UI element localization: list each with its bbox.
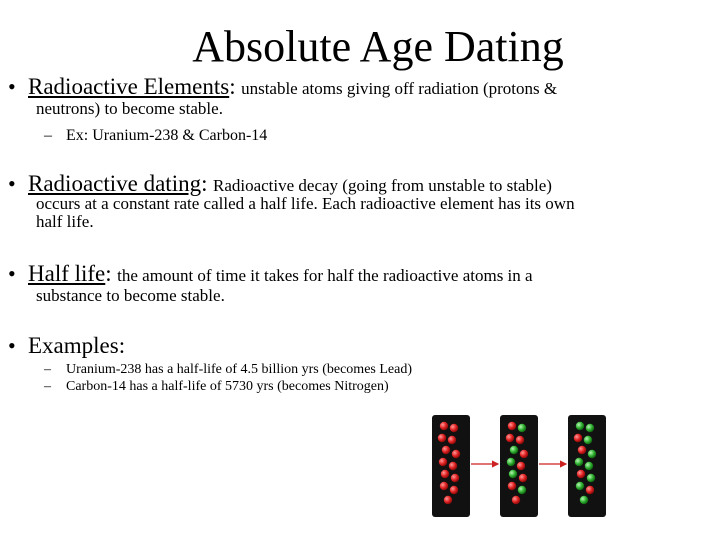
unstable-atom (448, 436, 456, 444)
bullet-half-life (8, 261, 533, 289)
sub-item-text: Carbon-14 has a half-life of 5730 yrs (becomes Nitrogen) (66, 379, 389, 394)
unstable-atom (441, 470, 449, 478)
sub-item (44, 378, 389, 396)
unstable-atom (574, 434, 582, 442)
term-label: Radioactive dating: (28, 171, 208, 196)
slide-title: Absolute Age Dating (192, 22, 564, 71)
bullet-glyph: • (8, 74, 16, 99)
unstable-atom (449, 462, 457, 470)
unstable-atom (450, 486, 458, 494)
definition-continuation: neutrons) to become stable. (36, 99, 223, 118)
unstable-atom (440, 422, 448, 430)
unstable-atom (517, 462, 525, 470)
stable-atom (576, 482, 584, 490)
unstable-atom (516, 436, 524, 444)
unstable-atom (506, 434, 514, 442)
sub-item-text: Ex: Uranium-238 & Carbon-14 (66, 127, 268, 144)
sub-item-text: Uranium-238 has a half-life of 4.5 billion yrs (becomes Lead) (66, 362, 413, 377)
stable-atom (586, 424, 594, 432)
unstable-atom (508, 482, 516, 490)
unstable-atom (438, 434, 446, 442)
stable-atom (576, 422, 584, 430)
bullet-glyph: • (8, 261, 16, 286)
term-definition: the amount of time it takes for half the radioactive atoms in a (117, 266, 533, 285)
sub-item (44, 361, 412, 379)
unstable-atom (519, 474, 527, 482)
bullet-glyph: • (8, 171, 16, 196)
unstable-atom (578, 446, 586, 454)
dash-glyph: – (44, 362, 51, 377)
stable-atom (585, 462, 593, 470)
term-definition: Radioactive decay (going from unstable to stable) (212, 176, 552, 195)
bullet-examples (8, 333, 125, 359)
stable-atom (580, 496, 588, 504)
unstable-atom (442, 446, 450, 454)
unstable-atom (451, 474, 459, 482)
term-label: Examples: (28, 333, 126, 358)
definition-continuation: substance to become stable. (36, 286, 225, 305)
stable-atom (587, 474, 595, 482)
stable-atom (509, 470, 517, 478)
stable-atom (575, 458, 583, 466)
unstable-atom (452, 450, 460, 458)
unstable-atom (512, 496, 520, 504)
unstable-atom (577, 470, 585, 478)
dash-glyph: – (44, 379, 51, 394)
unstable-atom (444, 496, 452, 504)
term-label: Radioactive Elements: (28, 74, 236, 99)
definition-continuation: half life. (36, 212, 94, 231)
definition-continuation: occurs at a constant rate called a half life. Each radioactive element has its own (36, 194, 575, 213)
stable-atom (507, 458, 515, 466)
half-life-diagram (428, 414, 618, 518)
unstable-atom (439, 458, 447, 466)
stable-atom (588, 450, 596, 458)
bullet-glyph: • (8, 333, 16, 358)
unstable-atom (586, 486, 594, 494)
unstable-atom (450, 424, 458, 432)
stable-atom (518, 424, 526, 432)
unstable-atom (440, 482, 448, 490)
stable-atom (510, 446, 518, 454)
sub-item (44, 126, 267, 145)
dash-glyph: – (44, 127, 52, 144)
term-label: Half life: (28, 261, 112, 286)
bullet-radioactive-elements (8, 74, 557, 102)
unstable-atom (508, 422, 516, 430)
stable-atom (518, 486, 526, 494)
unstable-atom (520, 450, 528, 458)
stable-atom (584, 436, 592, 444)
term-definition: unstable atoms giving off radiation (protons & (241, 79, 558, 98)
